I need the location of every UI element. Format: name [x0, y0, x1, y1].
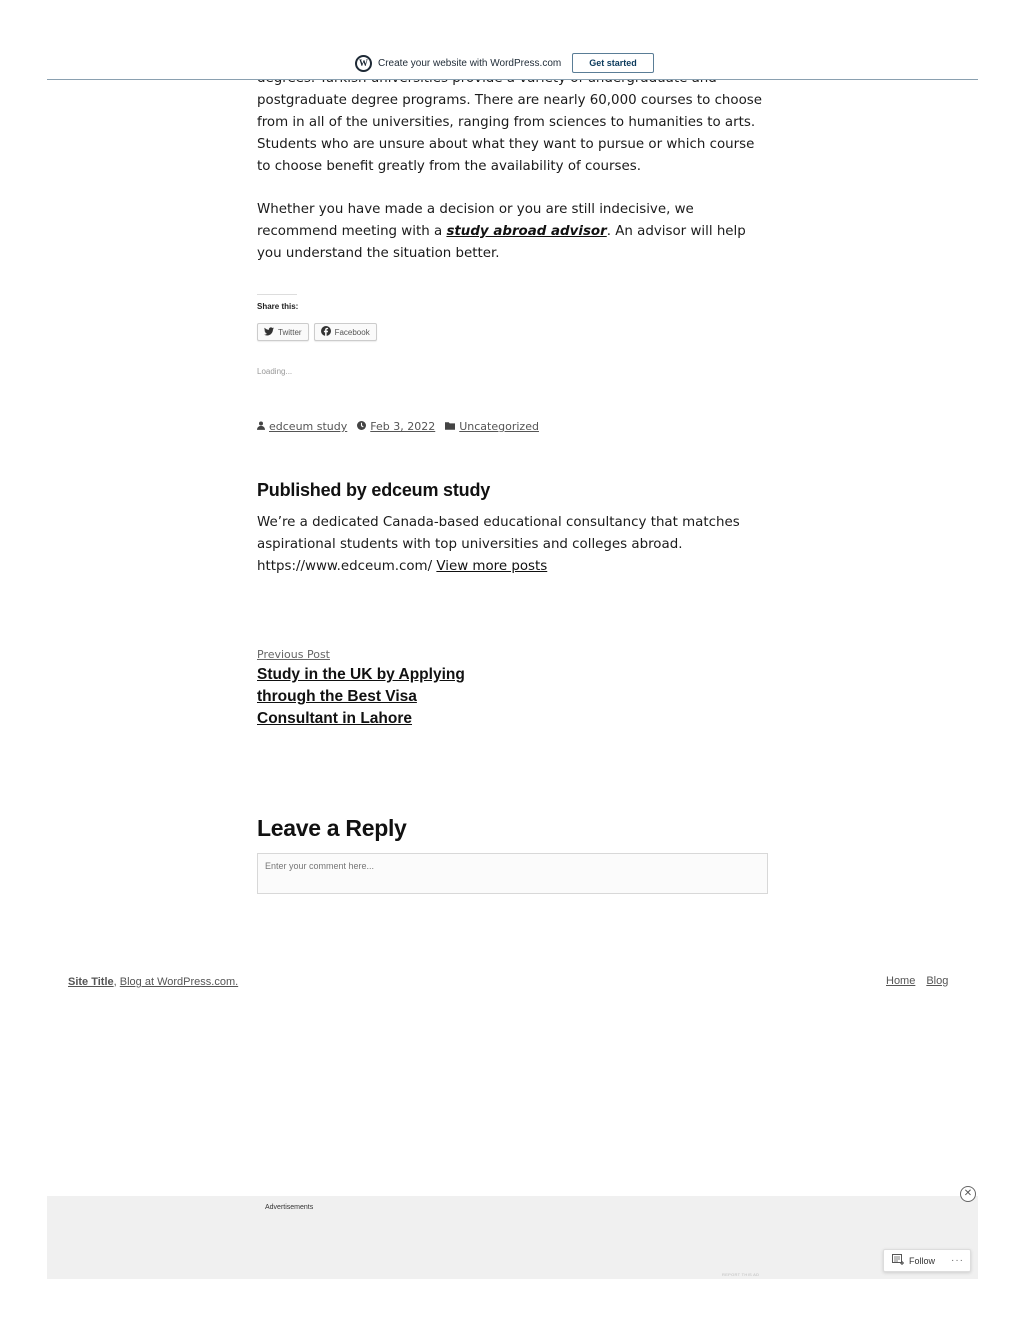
share-twitter-button[interactable] — [257, 323, 309, 341]
close-circle-icon[interactable]: ✕ — [960, 1186, 976, 1202]
twitter-label: Twitter — [278, 327, 302, 337]
meta-author — [257, 420, 347, 433]
previous-post-link[interactable]: Study in the UK by Applying through the Best Visa Consultant in Lahore — [257, 666, 465, 727]
footer-nav-home[interactable]: Home — [886, 975, 916, 987]
leave-reply-heading: Leave a Reply — [257, 815, 407, 841]
facebook-label: Facebook — [334, 327, 370, 337]
date-link[interactable]: Feb 3, 2022 — [370, 420, 436, 433]
previous-post-label[interactable]: Previous Post — [257, 648, 330, 661]
article-paragraph: postgraduate degree programs. There are nearly 60,000 courses to choose from in all of the universities, ranging from sciences to humanities to arts. Students who are unsure about what they want to pursue or which course to choose benefit greatly from the availability of courses. — [257, 93, 763, 174]
article-paragraph-advisor: Whether you have made a decision or you are still indecisive, we recommend meeting with a study abroad advisor. An advisor will help you understand the situation better. — [257, 202, 746, 261]
footer-nav — [886, 975, 948, 987]
twitter-icon — [264, 327, 274, 338]
wordpress-credit-link[interactable]: Blog at WordPress.com. — [119, 976, 239, 988]
author-link[interactable]: edceum study — [269, 420, 348, 433]
share-buttons — [257, 323, 377, 341]
more-options-icon[interactable]: ··· — [951, 1255, 964, 1266]
person-icon — [257, 421, 265, 432]
follow-label: Follow — [909, 1255, 936, 1266]
footer-separator: , — [113, 976, 120, 988]
create-website-link[interactable]: Create your website with WordPress.com — [378, 57, 562, 69]
share-title: Share this: — [257, 302, 299, 311]
advertisements-label: Advertisements — [265, 1204, 314, 1211]
study-abroad-advisor-link[interactable]: study abroad advisor — [446, 224, 607, 239]
facebook-icon — [321, 326, 331, 338]
report-ad-link[interactable]: REPORT THIS AD — [722, 1272, 760, 1277]
get-started-button[interactable]: Get started — [572, 53, 654, 73]
site-title-link[interactable]: Site Title — [68, 976, 114, 988]
clock-icon — [357, 421, 366, 432]
view-more-posts-link[interactable]: View more posts — [436, 559, 548, 574]
site-info — [68, 976, 238, 988]
advertisement-area — [47, 1196, 978, 1279]
comment-input[interactable]: Enter your comment here... — [257, 853, 768, 894]
follow-reader-icon — [892, 1254, 905, 1268]
share-divider — [257, 294, 297, 295]
author-bio: We’re a dedicated Canada-based educational consultancy that matches aspirational students with top universities and colleges abroad. https://www.edceum.com/ View more posts — [257, 515, 740, 574]
footer-nav-blog[interactable]: Blog — [926, 975, 949, 987]
follow-button[interactable] — [883, 1249, 971, 1272]
post-meta — [257, 420, 539, 433]
wordpress-banner — [47, 50, 978, 80]
wordpress-banner-content — [355, 53, 654, 73]
author-heading: Published by edceum study — [257, 480, 491, 500]
category-link[interactable]: Uncategorized — [459, 420, 539, 433]
wordpress-logo-icon[interactable]: W — [355, 55, 372, 72]
meta-date — [357, 420, 435, 433]
likes-loading: Loading... — [257, 367, 293, 376]
folder-icon — [445, 422, 455, 432]
share-facebook-button[interactable] — [314, 323, 377, 341]
meta-category — [445, 420, 539, 433]
